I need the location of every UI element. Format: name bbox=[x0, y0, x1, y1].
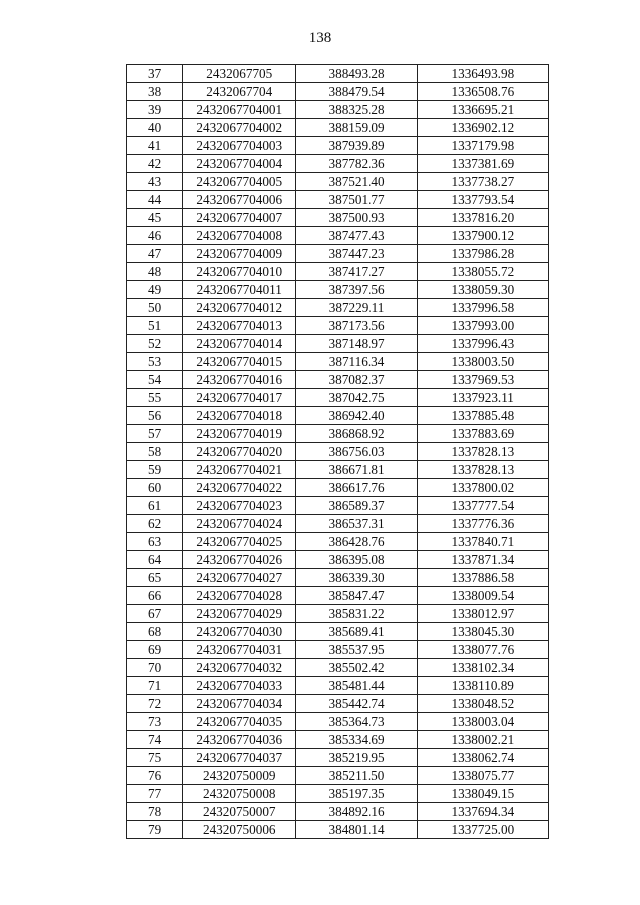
y-coordinate-cell: 1337996.58 bbox=[417, 299, 548, 317]
point-id-cell: 2432067704017 bbox=[183, 389, 296, 407]
point-id-cell: 2432067704004 bbox=[183, 155, 296, 173]
point-id-cell: 2432067704007 bbox=[183, 209, 296, 227]
point-number-cell: 51 bbox=[127, 317, 183, 335]
x-coordinate-cell: 385211.50 bbox=[296, 767, 417, 785]
y-coordinate-cell: 1338045.30 bbox=[417, 623, 548, 641]
y-coordinate-cell: 1338059.30 bbox=[417, 281, 548, 299]
x-coordinate-cell: 385537.95 bbox=[296, 641, 417, 659]
x-coordinate-cell: 387229.11 bbox=[296, 299, 417, 317]
y-coordinate-cell: 1338075.77 bbox=[417, 767, 548, 785]
x-coordinate-cell: 386537.31 bbox=[296, 515, 417, 533]
point-number-cell: 68 bbox=[127, 623, 183, 641]
y-coordinate-cell: 1337828.13 bbox=[417, 461, 548, 479]
page-number: 138 bbox=[308, 30, 332, 46]
y-coordinate-cell: 1338062.74 bbox=[417, 749, 548, 767]
y-coordinate-cell: 1337986.28 bbox=[417, 245, 548, 263]
y-coordinate-cell: 1337800.02 bbox=[417, 479, 548, 497]
y-coordinate-cell: 1337816.20 bbox=[417, 209, 548, 227]
x-coordinate-cell: 385442.74 bbox=[296, 695, 417, 713]
point-number-cell: 45 bbox=[127, 209, 183, 227]
table-row bbox=[127, 191, 549, 209]
table-row bbox=[127, 497, 549, 515]
point-id-cell: 2432067704014 bbox=[183, 335, 296, 353]
point-id-cell: 2432067704009 bbox=[183, 245, 296, 263]
point-id-cell: 2432067705 bbox=[183, 65, 296, 83]
x-coordinate-cell: 385364.73 bbox=[296, 713, 417, 731]
table-row bbox=[127, 227, 549, 245]
point-id-cell: 2432067704027 bbox=[183, 569, 296, 587]
table-row bbox=[127, 677, 549, 695]
table-row bbox=[127, 713, 549, 731]
point-id-cell: 24320750006 bbox=[183, 821, 296, 839]
y-coordinate-cell: 1338009.54 bbox=[417, 587, 548, 605]
table-row bbox=[127, 263, 549, 281]
table-row bbox=[127, 515, 549, 533]
x-coordinate-cell: 387477.43 bbox=[296, 227, 417, 245]
x-coordinate-cell: 384801.14 bbox=[296, 821, 417, 839]
point-number-cell: 42 bbox=[127, 155, 183, 173]
y-coordinate-cell: 1336493.98 bbox=[417, 65, 548, 83]
table-row bbox=[127, 533, 549, 551]
table-row bbox=[127, 173, 549, 191]
x-coordinate-cell: 385847.47 bbox=[296, 587, 417, 605]
y-coordinate-cell: 1338048.52 bbox=[417, 695, 548, 713]
point-id-cell: 2432067704026 bbox=[183, 551, 296, 569]
x-coordinate-cell: 386589.37 bbox=[296, 497, 417, 515]
x-coordinate-cell: 386942.40 bbox=[296, 407, 417, 425]
point-number-cell: 67 bbox=[127, 605, 183, 623]
table-row bbox=[127, 785, 549, 803]
table-row bbox=[127, 623, 549, 641]
table-row bbox=[127, 461, 549, 479]
y-coordinate-cell: 1338003.50 bbox=[417, 353, 548, 371]
point-id-cell: 2432067704025 bbox=[183, 533, 296, 551]
point-number-cell: 38 bbox=[127, 83, 183, 101]
table-row bbox=[127, 821, 549, 839]
y-coordinate-cell: 1337694.34 bbox=[417, 803, 548, 821]
point-number-cell: 65 bbox=[127, 569, 183, 587]
x-coordinate-cell: 386868.92 bbox=[296, 425, 417, 443]
table-row bbox=[127, 659, 549, 677]
table-row bbox=[127, 443, 549, 461]
x-coordinate-cell: 387417.27 bbox=[296, 263, 417, 281]
point-id-cell: 2432067704031 bbox=[183, 641, 296, 659]
y-coordinate-cell: 1338012.97 bbox=[417, 605, 548, 623]
x-coordinate-cell: 385197.35 bbox=[296, 785, 417, 803]
point-id-cell: 2432067704011 bbox=[183, 281, 296, 299]
point-id-cell: 2432067704008 bbox=[183, 227, 296, 245]
point-number-cell: 78 bbox=[127, 803, 183, 821]
point-number-cell: 48 bbox=[127, 263, 183, 281]
x-coordinate-cell: 387397.56 bbox=[296, 281, 417, 299]
point-id-cell: 2432067704022 bbox=[183, 479, 296, 497]
point-number-cell: 72 bbox=[127, 695, 183, 713]
point-number-cell: 49 bbox=[127, 281, 183, 299]
table-row bbox=[127, 353, 549, 371]
table-row bbox=[127, 371, 549, 389]
x-coordinate-cell: 386395.08 bbox=[296, 551, 417, 569]
table-row bbox=[127, 695, 549, 713]
point-number-cell: 66 bbox=[127, 587, 183, 605]
x-coordinate-cell: 387148.97 bbox=[296, 335, 417, 353]
point-id-cell: 2432067704015 bbox=[183, 353, 296, 371]
y-coordinate-cell: 1337776.36 bbox=[417, 515, 548, 533]
coordinates-table bbox=[126, 64, 549, 839]
table-row bbox=[127, 803, 549, 821]
x-coordinate-cell: 387082.37 bbox=[296, 371, 417, 389]
point-number-cell: 56 bbox=[127, 407, 183, 425]
y-coordinate-cell: 1337840.71 bbox=[417, 533, 548, 551]
point-id-cell: 2432067704034 bbox=[183, 695, 296, 713]
point-id-cell: 2432067704002 bbox=[183, 119, 296, 137]
y-coordinate-cell: 1337923.11 bbox=[417, 389, 548, 407]
point-id-cell: 2432067704003 bbox=[183, 137, 296, 155]
x-coordinate-cell: 388493.28 bbox=[296, 65, 417, 83]
point-number-cell: 40 bbox=[127, 119, 183, 137]
point-number-cell: 79 bbox=[127, 821, 183, 839]
x-coordinate-cell: 386671.81 bbox=[296, 461, 417, 479]
table-row bbox=[127, 317, 549, 335]
point-number-cell: 57 bbox=[127, 425, 183, 443]
point-id-cell: 2432067704037 bbox=[183, 749, 296, 767]
point-id-cell: 2432067704035 bbox=[183, 713, 296, 731]
x-coordinate-cell: 386428.76 bbox=[296, 533, 417, 551]
point-number-cell: 62 bbox=[127, 515, 183, 533]
point-number-cell: 44 bbox=[127, 191, 183, 209]
table-row bbox=[127, 209, 549, 227]
table-row bbox=[127, 299, 549, 317]
point-id-cell: 2432067704028 bbox=[183, 587, 296, 605]
point-id-cell: 2432067704023 bbox=[183, 497, 296, 515]
y-coordinate-cell: 1337793.54 bbox=[417, 191, 548, 209]
point-id-cell: 2432067704018 bbox=[183, 407, 296, 425]
coordinates-table-body bbox=[127, 65, 549, 839]
table-row bbox=[127, 83, 549, 101]
point-id-cell: 24320750009 bbox=[183, 767, 296, 785]
point-number-cell: 76 bbox=[127, 767, 183, 785]
point-number-cell: 63 bbox=[127, 533, 183, 551]
y-coordinate-cell: 1338110.89 bbox=[417, 677, 548, 695]
table-row bbox=[127, 407, 549, 425]
table-row bbox=[127, 731, 549, 749]
point-number-cell: 71 bbox=[127, 677, 183, 695]
table-row bbox=[127, 155, 549, 173]
table-row bbox=[127, 749, 549, 767]
table-row bbox=[127, 587, 549, 605]
x-coordinate-cell: 386617.76 bbox=[296, 479, 417, 497]
x-coordinate-cell: 387939.89 bbox=[296, 137, 417, 155]
point-number-cell: 39 bbox=[127, 101, 183, 119]
point-number-cell: 46 bbox=[127, 227, 183, 245]
y-coordinate-cell: 1338049.15 bbox=[417, 785, 548, 803]
point-number-cell: 75 bbox=[127, 749, 183, 767]
point-number-cell: 47 bbox=[127, 245, 183, 263]
y-coordinate-cell: 1338003.04 bbox=[417, 713, 548, 731]
point-number-cell: 58 bbox=[127, 443, 183, 461]
y-coordinate-cell: 1338055.72 bbox=[417, 263, 548, 281]
point-number-cell: 55 bbox=[127, 389, 183, 407]
table-row bbox=[127, 137, 549, 155]
x-coordinate-cell: 384892.16 bbox=[296, 803, 417, 821]
y-coordinate-cell: 1336508.76 bbox=[417, 83, 548, 101]
point-number-cell: 53 bbox=[127, 353, 183, 371]
y-coordinate-cell: 1337828.13 bbox=[417, 443, 548, 461]
y-coordinate-cell: 1337885.48 bbox=[417, 407, 548, 425]
point-number-cell: 41 bbox=[127, 137, 183, 155]
point-id-cell: 2432067704012 bbox=[183, 299, 296, 317]
table-row bbox=[127, 119, 549, 137]
y-coordinate-cell: 1337993.00 bbox=[417, 317, 548, 335]
point-number-cell: 70 bbox=[127, 659, 183, 677]
x-coordinate-cell: 385502.42 bbox=[296, 659, 417, 677]
point-number-cell: 50 bbox=[127, 299, 183, 317]
table-row bbox=[127, 389, 549, 407]
x-coordinate-cell: 385219.95 bbox=[296, 749, 417, 767]
y-coordinate-cell: 1336902.12 bbox=[417, 119, 548, 137]
y-coordinate-cell: 1337179.98 bbox=[417, 137, 548, 155]
point-id-cell: 2432067704024 bbox=[183, 515, 296, 533]
y-coordinate-cell: 1337886.58 bbox=[417, 569, 548, 587]
point-id-cell: 2432067704021 bbox=[183, 461, 296, 479]
point-id-cell: 2432067704013 bbox=[183, 317, 296, 335]
point-number-cell: 69 bbox=[127, 641, 183, 659]
point-number-cell: 54 bbox=[127, 371, 183, 389]
table-row bbox=[127, 101, 549, 119]
y-coordinate-cell: 1337381.69 bbox=[417, 155, 548, 173]
x-coordinate-cell: 387042.75 bbox=[296, 389, 417, 407]
x-coordinate-cell: 386756.03 bbox=[296, 443, 417, 461]
point-number-cell: 37 bbox=[127, 65, 183, 83]
point-id-cell: 2432067704032 bbox=[183, 659, 296, 677]
x-coordinate-cell: 386339.30 bbox=[296, 569, 417, 587]
point-id-cell: 2432067704029 bbox=[183, 605, 296, 623]
x-coordinate-cell: 385334.69 bbox=[296, 731, 417, 749]
point-id-cell: 2432067704033 bbox=[183, 677, 296, 695]
point-id-cell: 2432067704016 bbox=[183, 371, 296, 389]
x-coordinate-cell: 387447.23 bbox=[296, 245, 417, 263]
table-row bbox=[127, 641, 549, 659]
table-row bbox=[127, 767, 549, 785]
point-id-cell: 2432067704 bbox=[183, 83, 296, 101]
table-row bbox=[127, 551, 549, 569]
x-coordinate-cell: 388159.09 bbox=[296, 119, 417, 137]
table-row bbox=[127, 605, 549, 623]
point-id-cell: 2432067704020 bbox=[183, 443, 296, 461]
x-coordinate-cell: 387116.34 bbox=[296, 353, 417, 371]
x-coordinate-cell: 387521.40 bbox=[296, 173, 417, 191]
y-coordinate-cell: 1337969.53 bbox=[417, 371, 548, 389]
point-id-cell: 2432067704005 bbox=[183, 173, 296, 191]
x-coordinate-cell: 388479.54 bbox=[296, 83, 417, 101]
table-row bbox=[127, 281, 549, 299]
point-id-cell: 24320750008 bbox=[183, 785, 296, 803]
x-coordinate-cell: 385831.22 bbox=[296, 605, 417, 623]
point-number-cell: 64 bbox=[127, 551, 183, 569]
x-coordinate-cell: 388325.28 bbox=[296, 101, 417, 119]
y-coordinate-cell: 1338102.34 bbox=[417, 659, 548, 677]
point-number-cell: 61 bbox=[127, 497, 183, 515]
table-row bbox=[127, 479, 549, 497]
point-id-cell: 2432067704010 bbox=[183, 263, 296, 281]
x-coordinate-cell: 385481.44 bbox=[296, 677, 417, 695]
x-coordinate-cell: 387173.56 bbox=[296, 317, 417, 335]
table-row bbox=[127, 425, 549, 443]
y-coordinate-cell: 1337883.69 bbox=[417, 425, 548, 443]
point-number-cell: 43 bbox=[127, 173, 183, 191]
y-coordinate-cell: 1337900.12 bbox=[417, 227, 548, 245]
y-coordinate-cell: 1336695.21 bbox=[417, 101, 548, 119]
y-coordinate-cell: 1337738.27 bbox=[417, 173, 548, 191]
x-coordinate-cell: 387501.77 bbox=[296, 191, 417, 209]
x-coordinate-cell: 387782.36 bbox=[296, 155, 417, 173]
table-row bbox=[127, 65, 549, 83]
point-id-cell: 2432067704019 bbox=[183, 425, 296, 443]
y-coordinate-cell: 1337996.43 bbox=[417, 335, 548, 353]
point-number-cell: 59 bbox=[127, 461, 183, 479]
x-coordinate-cell: 385689.41 bbox=[296, 623, 417, 641]
point-id-cell: 2432067704001 bbox=[183, 101, 296, 119]
point-number-cell: 60 bbox=[127, 479, 183, 497]
x-coordinate-cell: 387500.93 bbox=[296, 209, 417, 227]
point-id-cell: 2432067704006 bbox=[183, 191, 296, 209]
point-id-cell: 2432067704036 bbox=[183, 731, 296, 749]
table-row bbox=[127, 245, 549, 263]
point-number-cell: 73 bbox=[127, 713, 183, 731]
point-id-cell: 24320750007 bbox=[183, 803, 296, 821]
point-id-cell: 2432067704030 bbox=[183, 623, 296, 641]
table-row bbox=[127, 569, 549, 587]
y-coordinate-cell: 1337725.00 bbox=[417, 821, 548, 839]
y-coordinate-cell: 1337871.34 bbox=[417, 551, 548, 569]
table-row bbox=[127, 335, 549, 353]
y-coordinate-cell: 1338077.76 bbox=[417, 641, 548, 659]
point-number-cell: 77 bbox=[127, 785, 183, 803]
point-number-cell: 74 bbox=[127, 731, 183, 749]
y-coordinate-cell: 1337777.54 bbox=[417, 497, 548, 515]
point-number-cell: 52 bbox=[127, 335, 183, 353]
y-coordinate-cell: 1338002.21 bbox=[417, 731, 548, 749]
